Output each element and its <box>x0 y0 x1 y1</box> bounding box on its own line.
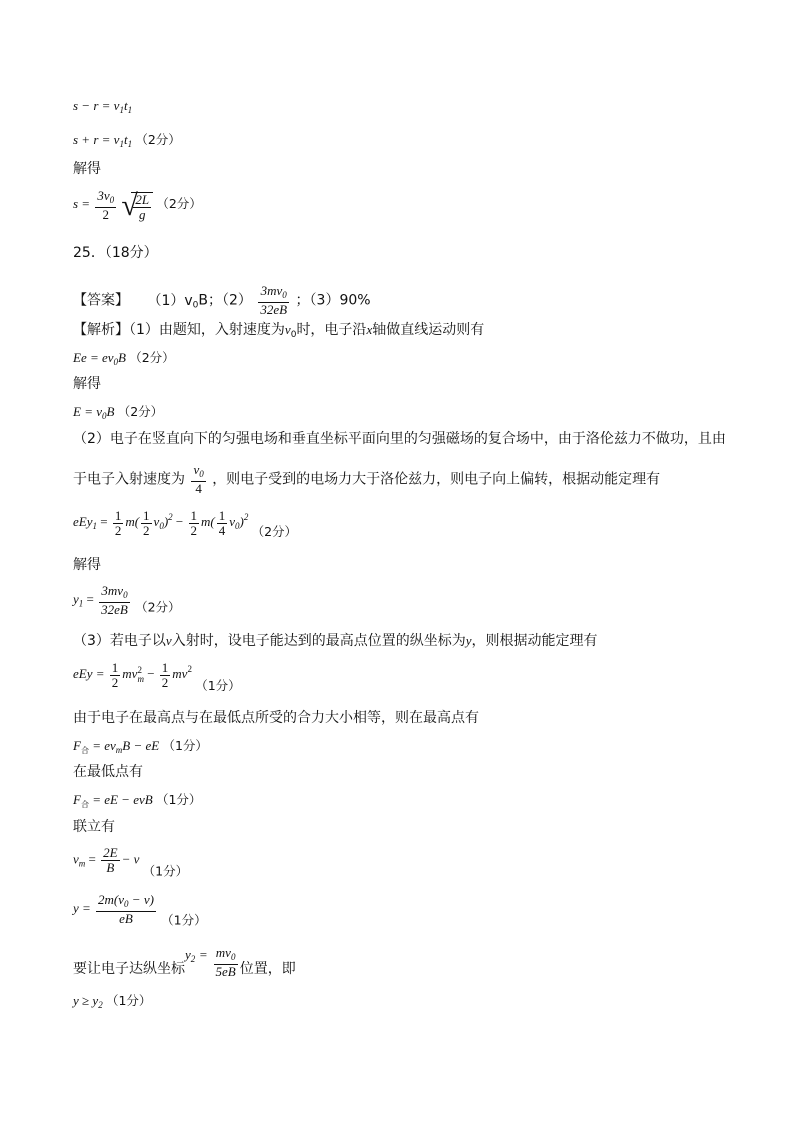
frac-num: 2m(v <box>98 892 125 907</box>
eq-sub: 合 <box>80 746 89 755</box>
score-tag: （2分） <box>129 350 175 365</box>
paragraph-text: ，则根据动能定理有 <box>471 633 598 649</box>
eq-sub: 合 <box>80 800 89 809</box>
eq-sub: 0 <box>235 521 240 531</box>
score-tag: （1分） <box>155 792 202 807</box>
fraction <box>95 189 116 222</box>
frac-num: 1 <box>218 507 226 523</box>
equation-vm <box>73 846 188 880</box>
eq-text: B − eE <box>122 738 160 753</box>
frac-num: 1 <box>111 659 119 675</box>
score-tag: （1分） <box>161 912 207 928</box>
eq-text: s + r = v <box>73 132 120 147</box>
eq-sub: 1 <box>127 105 133 115</box>
eq-sub: 0 <box>230 952 236 962</box>
fraction <box>101 846 119 875</box>
paragraph-text: 位置，即 <box>239 961 296 977</box>
eq-text: ) <box>239 514 244 529</box>
eq-text: x <box>366 322 373 337</box>
answer-part1: （1）v <box>147 292 193 309</box>
eq-sup: 2 <box>137 665 142 676</box>
eq-text: v <box>153 514 160 529</box>
eq-sub: 0 <box>290 330 297 340</box>
fraction <box>189 509 200 538</box>
paragraph-min-point: 在最低点有 <box>73 764 143 780</box>
equation-s-plus-r <box>73 131 181 153</box>
eq-text: t <box>123 98 128 113</box>
equation-e-v0b <box>73 403 163 425</box>
analysis-text: （1）由题知，入射速度为 <box>129 322 285 338</box>
paragraph-combine: 联立有 <box>73 819 115 835</box>
eq-sub: 1 <box>119 139 124 149</box>
answer-label: 【答案】 <box>73 292 129 309</box>
eq-text: = eE − evB <box>88 792 153 807</box>
eq-text: y <box>185 947 191 962</box>
analysis-text: 时，电子沿 <box>296 322 367 338</box>
analysis-label: 【解析】 <box>73 322 129 338</box>
fraction <box>258 284 289 317</box>
fraction <box>191 463 205 496</box>
frac-den: 2 <box>114 522 122 538</box>
eq-text: F <box>73 738 81 753</box>
frac-num: 1 <box>143 507 150 523</box>
eq-text: = <box>86 591 94 607</box>
question-header: 25．（18分） <box>73 245 158 261</box>
eq-text: B <box>118 350 126 365</box>
eq-sub: 0 <box>124 899 129 909</box>
eq-sup: 2 <box>168 512 173 522</box>
equation-kinetic-energy-1 <box>73 508 297 541</box>
eq-sub: 2 <box>98 1000 103 1010</box>
eq-text: y <box>465 633 472 648</box>
analysis-text: 轴做直线运动则有 <box>372 322 485 338</box>
eq-sub: 0 <box>192 300 199 311</box>
score-tag: （2分） <box>156 195 202 211</box>
paragraph-text: （3）若电子以 <box>73 633 166 649</box>
score-tag: （1分） <box>105 993 152 1008</box>
fraction <box>214 946 238 979</box>
eq-sub: 1 <box>119 105 124 115</box>
equation-y1 <box>73 584 181 617</box>
eq-sub: 2 <box>190 954 196 964</box>
paragraph-part3 <box>73 632 597 650</box>
eq-sub: 0 <box>159 521 164 531</box>
eq-sup: 2 <box>187 664 192 674</box>
eq-text: m( <box>125 514 140 529</box>
eq-sub: 0 <box>282 290 287 300</box>
eq-text: F <box>73 792 81 807</box>
fraction <box>110 661 121 690</box>
eq-text: v <box>229 514 236 529</box>
frac-den: 4 <box>218 522 226 538</box>
equation-s-minus-r <box>73 97 132 119</box>
eq-text: = <box>199 947 208 962</box>
frac-den: 2 <box>111 674 119 690</box>
frac-num: 3v <box>97 187 110 203</box>
eq-sub: m <box>78 858 86 869</box>
solve-label: 解得 <box>73 376 101 392</box>
eq-text: = ev <box>88 738 116 753</box>
score-tag: （2分） <box>135 132 181 147</box>
eq-text: y <box>73 591 79 607</box>
frac-num: mv <box>215 945 231 960</box>
eq-sub: 0 <box>101 411 107 421</box>
eq-sub: 0 <box>113 357 119 367</box>
eq-sup: 2 <box>243 512 249 522</box>
equation-f-max <box>73 737 208 760</box>
frac-den: 2 <box>143 522 150 538</box>
paragraph-text: 要让电子达纵坐标 <box>73 961 185 977</box>
fraction <box>160 661 171 690</box>
frac-num: 1 <box>190 507 198 523</box>
eq-text: ) <box>163 514 169 529</box>
eq-text: v <box>73 851 79 867</box>
fraction <box>141 509 152 538</box>
frac-num: 3mv <box>101 583 124 598</box>
eq-text: − <box>147 666 155 681</box>
frac-num: − v) <box>128 892 154 907</box>
equation-inequality <box>73 992 151 1014</box>
eq-text: eEy <box>73 514 93 529</box>
frac-num: v <box>193 462 200 477</box>
eq-text: Ee = ev <box>73 350 114 365</box>
frac-den: B <box>106 860 115 875</box>
fraction <box>99 584 130 617</box>
frac-den: 4 <box>195 481 202 496</box>
frac-num: 2E <box>103 845 118 860</box>
paragraph-part2-cont <box>73 463 660 496</box>
eq-text: = <box>100 514 108 529</box>
eq-sub: 1 <box>127 139 133 149</box>
frac-den: 32eB <box>101 602 128 617</box>
frac-num: 1 <box>114 507 122 523</box>
frac-den: 2 <box>190 522 198 538</box>
paragraph-text: ，则电子受到的电场力大于洛伦兹力，则电子向上偏转，根据动能定理有 <box>212 471 661 488</box>
answer-part3: ；（3）90% <box>295 292 371 309</box>
score-tag: （1分） <box>162 738 208 753</box>
frac-num: 2L <box>135 192 150 207</box>
paragraph-part2: （2）电子在竖直向下的匀强电场和垂直坐标平面向里的匀强磁场的复合场中，由于洛伦兹力不做功，且由 <box>73 431 726 447</box>
eq-sub: 1 <box>92 521 97 531</box>
frac-num: 3mv <box>260 283 283 298</box>
eq-text: t <box>123 132 128 147</box>
frac-den: g <box>138 207 146 222</box>
frac-den: 2 <box>161 674 169 690</box>
eq-text: y = <box>73 900 91 916</box>
answer-part1-b: B；（2） <box>198 292 252 309</box>
paragraph-text: 于电子入射速度为 <box>73 471 185 488</box>
score-tag: （2分） <box>251 524 298 539</box>
eq-text: = <box>88 851 96 867</box>
eq-text: s = <box>73 195 91 211</box>
radical-sign-icon: √ <box>121 189 138 222</box>
eq-text: eEy = <box>73 666 105 681</box>
frac-den: 2 <box>102 206 109 222</box>
frac-den: 5eB <box>215 964 236 979</box>
eq-sub: 1 <box>78 598 84 609</box>
square-root <box>121 188 153 222</box>
eq-text: − <box>175 514 184 529</box>
score-tag: （1分） <box>142 863 189 879</box>
eq-text: m( <box>201 514 215 529</box>
solve-label: 解得 <box>73 161 101 177</box>
eq-text: y ≥ y <box>73 993 99 1008</box>
eq-sub: 0 <box>199 469 204 479</box>
score-tag: （1分） <box>195 678 241 693</box>
frac-den: 32eB <box>260 302 288 317</box>
equation-y <box>73 893 207 929</box>
answer-line <box>73 284 371 317</box>
score-tag: （2分） <box>135 599 181 615</box>
eq-sub: m <box>115 745 123 755</box>
eq-text: mv <box>172 666 188 681</box>
equation-ee-ev0b <box>73 349 175 371</box>
analysis-line <box>73 321 484 344</box>
paragraph-target <box>73 946 296 979</box>
eq-sub: 0 <box>123 590 128 600</box>
paragraph-max-point: 由于电子在最高点与在最低点所受的合力大小相等，则在最高点有 <box>73 710 479 726</box>
eq-text: mv <box>122 666 138 681</box>
eq-text: s − r = v <box>73 98 120 113</box>
fraction <box>113 509 124 538</box>
eq-sub: 0 <box>109 194 115 205</box>
equation-s-result <box>73 188 202 222</box>
eq-text: E = v <box>73 404 102 419</box>
fraction <box>96 893 156 926</box>
eq-text: − v <box>121 851 140 867</box>
eq-text: B <box>106 404 115 419</box>
eq-sub: m <box>137 674 144 685</box>
equation-kinetic-energy-2 <box>73 660 241 695</box>
eq-text: v <box>284 322 291 337</box>
score-tag: （2分） <box>117 404 164 419</box>
fraction <box>217 509 228 538</box>
equation-f-min <box>73 791 201 814</box>
solve-label: 解得 <box>73 557 101 573</box>
eq-text: v <box>165 633 172 648</box>
frac-num: 1 <box>161 659 169 675</box>
frac-den: eB <box>119 911 133 926</box>
paragraph-text: 入射时，设电子能达到的最高点位置的纵坐标为 <box>171 633 466 649</box>
